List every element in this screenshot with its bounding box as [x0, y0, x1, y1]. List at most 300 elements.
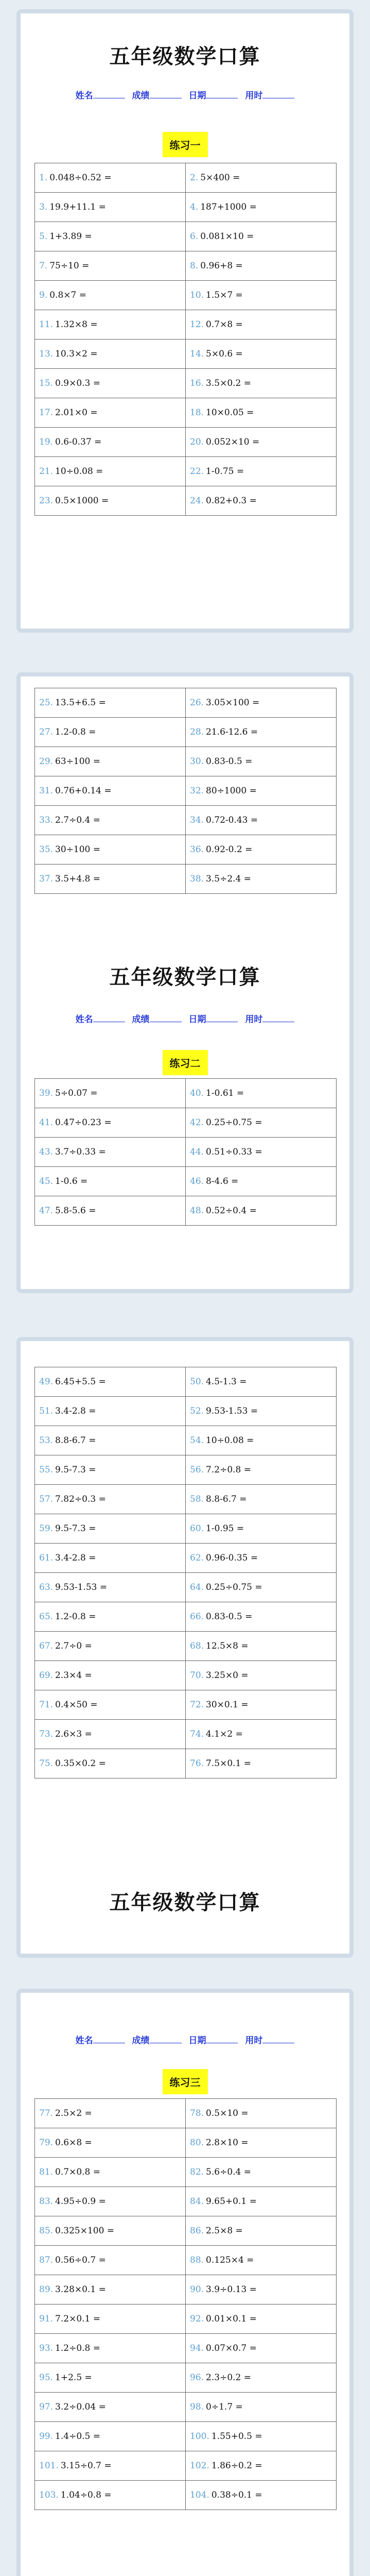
problem-cell[interactable] — [35, 2422, 186, 2451]
problem-cell[interactable] — [186, 1108, 337, 1138]
problem-number: 4. — [190, 202, 199, 212]
problem-expression: 12.5×8 = — [206, 1641, 249, 1651]
problem-expression: 3.5×0.2 = — [206, 378, 252, 388]
problem-expression: 9.5-7.3 = — [55, 1523, 96, 1534]
problem-number: 45. — [39, 1176, 54, 1187]
problem-cell[interactable] — [35, 2481, 186, 2510]
table-row — [35, 1426, 337, 1455]
problem-number: 14. — [190, 349, 204, 359]
problem-expression: 0.6-0.37 = — [55, 437, 102, 447]
problem-cell[interactable] — [35, 688, 186, 718]
table-row — [35, 2451, 337, 2481]
problem-cell[interactable] — [35, 865, 186, 894]
problem-expression: 7.5×0.1 = — [206, 1758, 252, 1769]
problem-expression: 0.9×0.3 = — [55, 378, 101, 388]
table-row — [35, 163, 337, 193]
problem-number: 9. — [39, 290, 48, 300]
score-blank[interactable] — [150, 91, 182, 98]
table-row — [35, 1661, 337, 1690]
problem-cell[interactable] — [186, 2128, 337, 2158]
problem-number: 102. — [190, 2461, 209, 2471]
date-blank[interactable] — [206, 1014, 238, 1022]
problem-expression: 0.96+8 = — [200, 261, 243, 271]
problem-expression: 63÷100 = — [55, 756, 101, 767]
table-row — [35, 2158, 337, 2187]
table-row — [35, 1455, 337, 1485]
problem-expression: 5×0.6 = — [206, 349, 243, 359]
table-row — [35, 1138, 337, 1167]
problem-number: 7. — [39, 261, 48, 271]
problem-table — [34, 163, 337, 516]
problem-expression: 0.5×1000 = — [55, 496, 109, 506]
problem-cell[interactable] — [35, 2158, 186, 2187]
problem-cell[interactable] — [35, 2216, 186, 2246]
problem-cell[interactable] — [35, 1455, 186, 1485]
problem-expression: 187+1000 = — [200, 202, 257, 212]
problem-number: 98. — [190, 2402, 204, 2412]
problem-cell[interactable] — [186, 2304, 337, 2334]
table-row — [35, 2393, 337, 2422]
problem-number: 22. — [190, 466, 204, 477]
problem-number: 2. — [190, 173, 199, 183]
problem-expression: 30÷100 = — [55, 844, 101, 855]
problem-number: 82. — [190, 2167, 204, 2177]
problem-cell[interactable] — [186, 340, 337, 369]
problem-cell[interactable] — [186, 688, 337, 718]
problem-number: 36. — [190, 844, 204, 855]
problem-cell[interactable] — [35, 2451, 186, 2481]
table-row — [35, 310, 337, 340]
problem-cell[interactable] — [35, 1138, 186, 1167]
problem-cell[interactable] — [35, 835, 186, 865]
problem-number: 6. — [190, 231, 199, 242]
problem-cell[interactable] — [35, 2393, 186, 2422]
problem-expression: 9.53-1.53 = — [206, 1406, 258, 1416]
problem-number: 70. — [190, 1670, 204, 1681]
table-row — [35, 688, 337, 718]
problem-expression: 2.7÷0 = — [55, 1641, 92, 1651]
problem-number: 81. — [39, 2167, 54, 2177]
problem-cell[interactable] — [35, 398, 186, 428]
problem-expression: 0.7×0.8 = — [55, 2167, 101, 2177]
problem-cell[interactable] — [35, 340, 186, 369]
problem-cell[interactable] — [35, 1196, 186, 1226]
problem-number: 26. — [190, 698, 204, 708]
page-title: 五年级数学口算 — [109, 965, 261, 989]
problem-cell[interactable] — [35, 2304, 186, 2334]
problem-number: 71. — [39, 1700, 54, 1710]
problem-cell[interactable] — [35, 310, 186, 340]
table-row — [35, 865, 337, 894]
table-row — [35, 1167, 337, 1196]
problem-number: 73. — [39, 1729, 54, 1739]
problem-number: 58. — [190, 1494, 204, 1504]
problem-number: 89. — [39, 2284, 54, 2295]
score-blank[interactable] — [150, 1014, 182, 1022]
table-row — [35, 1367, 337, 1397]
problem-cell[interactable] — [186, 2393, 337, 2422]
problem-cell[interactable] — [186, 193, 337, 222]
problem-cell[interactable] — [35, 2099, 186, 2128]
worksheet-page-1 — [16, 9, 354, 633]
problem-expression: 9.5-7.3 = — [55, 1465, 96, 1475]
problem-cell[interactable] — [186, 310, 337, 340]
problem-cell[interactable] — [186, 1455, 337, 1485]
problem-number: 100. — [190, 2431, 209, 2442]
problem-cell[interactable] — [35, 2187, 186, 2216]
table-row — [35, 1196, 337, 1226]
problem-number: 93. — [39, 2343, 54, 2353]
name-blank[interactable] — [93, 91, 125, 98]
problem-number: 78. — [190, 2108, 204, 2119]
table-row — [35, 835, 337, 865]
problem-expression: 3.15÷0.7 = — [60, 2461, 112, 2471]
problem-cell[interactable] — [35, 1749, 186, 1778]
problem-cell[interactable] — [186, 1720, 337, 1749]
name-blank[interactable] — [93, 2036, 125, 2043]
problem-cell[interactable] — [35, 2128, 186, 2158]
problem-cell[interactable] — [35, 1632, 186, 1661]
problem-cell[interactable] — [35, 2363, 186, 2393]
table-row — [35, 1108, 337, 1138]
problem-number: 35. — [39, 844, 54, 855]
problem-number: 32. — [190, 786, 204, 796]
student-info-line — [21, 1012, 349, 1025]
problem-cell[interactable] — [186, 2099, 337, 2128]
problem-number: 20. — [190, 437, 204, 447]
problem-expression: 10×0.05 = — [206, 408, 254, 418]
problem-number: 57. — [39, 1494, 54, 1504]
problem-cell[interactable] — [186, 2246, 337, 2275]
problem-cell[interactable] — [186, 1749, 337, 1778]
table-row — [35, 2422, 337, 2451]
problem-number: 34. — [190, 815, 204, 825]
problem-cell[interactable] — [35, 1514, 186, 1544]
problem-number: 39. — [39, 1088, 54, 1098]
problem-expression: 0.6×8 = — [55, 2138, 92, 2148]
time-blank[interactable] — [262, 91, 294, 98]
problem-cell[interactable] — [186, 1426, 337, 1455]
problem-table — [34, 1367, 337, 1778]
table-row — [35, 1720, 337, 1749]
problem-cell[interactable] — [186, 1602, 337, 1632]
problem-expression: 21.6-12.6 = — [206, 727, 258, 737]
problem-number: 97. — [39, 2402, 54, 2412]
problem-cell[interactable] — [186, 1138, 337, 1167]
table-row — [35, 281, 337, 310]
problem-expression: 6.45+5.5 = — [55, 1377, 106, 1387]
problem-cell[interactable] — [35, 806, 186, 835]
problem-expression: 10÷0.08 = — [55, 466, 103, 477]
problem-cell[interactable] — [186, 2451, 337, 2481]
problem-number: 63. — [39, 1582, 54, 1592]
problem-cell[interactable] — [35, 1367, 186, 1397]
problem-cell[interactable] — [186, 1167, 337, 1196]
problem-number: 59. — [39, 1523, 54, 1534]
problem-number: 66. — [190, 1612, 204, 1622]
problem-cell[interactable] — [35, 222, 186, 251]
problem-expression: 2.5×2 = — [55, 2108, 92, 2119]
table-row — [35, 1514, 337, 1544]
problem-number: 86. — [190, 2226, 204, 2236]
problem-expression: 13.5+6.5 = — [55, 698, 106, 708]
problem-expression: 0.4×50 = — [55, 1700, 98, 1710]
problem-cell[interactable] — [186, 1397, 337, 1426]
problem-number: 5. — [39, 231, 48, 242]
problem-expression: 1.2-0.8 = — [55, 1612, 96, 1622]
problem-cell[interactable] — [186, 2481, 337, 2510]
problem-number: 8. — [190, 261, 199, 271]
problem-number: 54. — [190, 1435, 204, 1446]
problem-cell[interactable] — [186, 1079, 337, 1108]
problem-number: 42. — [190, 1117, 204, 1128]
problem-cell[interactable] — [35, 1544, 186, 1573]
problem-expression: 0.125×4 = — [206, 2255, 254, 2265]
problem-cell[interactable] — [35, 193, 186, 222]
problem-cell[interactable] — [186, 1690, 337, 1720]
problem-number: 40. — [190, 1088, 204, 1098]
name-blank[interactable] — [93, 1014, 125, 1022]
problem-expression: 0.5×10 = — [206, 2108, 249, 2119]
problem-expression: 1.04÷0.8 = — [60, 2490, 112, 2500]
worksheet-page-3 — [16, 1337, 354, 1958]
problem-expression: 5.6÷0.4 = — [206, 2167, 252, 2177]
student-info-line — [21, 2033, 349, 2046]
table-row — [35, 457, 337, 486]
name-label: 姓名 — [75, 1014, 93, 1025]
table-row — [35, 486, 337, 516]
date-label: 日期 — [188, 1014, 206, 1025]
problem-cell[interactable] — [186, 865, 337, 894]
problem-cell[interactable] — [186, 2158, 337, 2187]
name-label: 姓名 — [75, 2036, 93, 2046]
problem-cell[interactable] — [186, 2422, 337, 2451]
problem-number: 91. — [39, 2314, 54, 2324]
time-label: 用时 — [245, 1014, 263, 1025]
problem-number: 23. — [39, 496, 54, 506]
problem-cell[interactable] — [186, 163, 337, 193]
problem-number: 41. — [39, 1117, 54, 1128]
date-label: 日期 — [188, 91, 206, 101]
problem-cell[interactable] — [186, 398, 337, 428]
problem-cell[interactable] — [35, 281, 186, 310]
problem-cell[interactable] — [186, 2216, 337, 2246]
problem-cell[interactable] — [35, 2246, 186, 2275]
problem-number: 12. — [190, 319, 204, 330]
problem-cell[interactable] — [35, 776, 186, 806]
problem-number: 65. — [39, 1612, 54, 1622]
problem-cell[interactable] — [186, 1544, 337, 1573]
problem-number: 43. — [39, 1147, 54, 1157]
problem-number: 50. — [190, 1377, 204, 1387]
problem-number: 87. — [39, 2255, 54, 2265]
problem-expression: 7.2×0.1 = — [55, 2314, 101, 2324]
table-row — [35, 2099, 337, 2128]
table-row — [35, 776, 337, 806]
problem-cell[interactable] — [186, 1573, 337, 1602]
problem-cell[interactable] — [35, 251, 186, 281]
problem-cell[interactable] — [186, 1367, 337, 1397]
problem-cell[interactable] — [186, 747, 337, 776]
problem-cell[interactable] — [35, 457, 186, 486]
problem-expression: 3.28×0.1 = — [55, 2284, 106, 2295]
problem-expression: 1.4÷0.5 = — [55, 2431, 101, 2442]
table-row — [35, 369, 337, 398]
problem-expression: 3.05×100 = — [206, 698, 260, 708]
problem-cell[interactable] — [186, 369, 337, 398]
name-label: 姓名 — [75, 91, 93, 101]
problem-cell[interactable] — [186, 251, 337, 281]
problem-cell[interactable] — [35, 428, 186, 457]
problem-cell[interactable] — [186, 1632, 337, 1661]
problem-cell[interactable] — [186, 486, 337, 516]
problem-number: 99. — [39, 2431, 54, 2442]
problem-cell[interactable] — [186, 1196, 337, 1226]
problem-expression: 0.01×0.1 = — [206, 2314, 257, 2324]
problem-cell[interactable] — [186, 718, 337, 747]
problem-number: 104. — [190, 2490, 209, 2500]
date-blank[interactable] — [206, 91, 238, 98]
problem-number: 84. — [190, 2196, 204, 2207]
problem-cell[interactable] — [35, 1167, 186, 1196]
problem-cell[interactable] — [35, 1573, 186, 1602]
problem-expression: 0÷1.7 = — [206, 2402, 243, 2412]
problem-cell[interactable] — [35, 1485, 186, 1514]
problem-cell[interactable] — [186, 222, 337, 251]
problem-cell[interactable] — [35, 1690, 186, 1720]
problem-expression: 0.8×7 = — [49, 290, 86, 300]
problem-cell[interactable] — [186, 428, 337, 457]
problem-number: 77. — [39, 2108, 54, 2119]
problem-cell[interactable] — [35, 718, 186, 747]
problem-cell[interactable] — [186, 457, 337, 486]
problem-number: 96. — [190, 2372, 204, 2383]
problem-cell[interactable] — [186, 806, 337, 835]
problem-expression: 1-0.95 = — [206, 1523, 244, 1534]
problem-cell[interactable] — [35, 163, 186, 193]
page-title: 五年级数学口算 — [109, 1891, 261, 1914]
table-row — [35, 2363, 337, 2393]
problem-table — [34, 2098, 337, 2510]
score-blank[interactable] — [150, 2036, 182, 2043]
problem-cell[interactable] — [35, 486, 186, 516]
problem-cell[interactable] — [35, 1661, 186, 1690]
problem-expression: 2.8×10 = — [206, 2138, 249, 2148]
worksheet-page-4 — [16, 1989, 354, 2576]
problem-number: 101. — [39, 2461, 59, 2471]
problem-expression: 0.52÷0.4 = — [206, 1206, 257, 1216]
problem-cell[interactable] — [35, 1079, 186, 1108]
problem-expression: 2.6×3 = — [55, 1729, 92, 1739]
problem-number: 76. — [190, 1758, 204, 1769]
table-row — [35, 1749, 337, 1778]
table-row — [35, 1544, 337, 1573]
problem-cell[interactable] — [35, 1108, 186, 1138]
problem-cell[interactable] — [35, 747, 186, 776]
problem-cell[interactable] — [35, 369, 186, 398]
problem-cell[interactable] — [35, 1602, 186, 1632]
problem-cell[interactable] — [186, 281, 337, 310]
problem-expression: 8.8-6.7 = — [55, 1435, 96, 1446]
table-row — [35, 193, 337, 222]
problem-cell[interactable] — [186, 2334, 337, 2363]
problem-expression: 7.82÷0.3 = — [55, 1494, 106, 1504]
problem-expression: 1.2÷0.8 = — [55, 2343, 101, 2353]
date-blank[interactable] — [206, 2036, 238, 2043]
problem-table — [34, 688, 337, 894]
problem-number: 1. — [39, 173, 48, 183]
problem-cell[interactable] — [186, 2275, 337, 2304]
problem-cell[interactable] — [35, 1720, 186, 1749]
problem-expression: 0.47÷0.23 = — [55, 1117, 112, 1128]
section-label: 练习二 — [163, 1050, 208, 1075]
table-row — [35, 1602, 337, 1632]
problem-cell[interactable] — [35, 2334, 186, 2363]
problem-number: 69. — [39, 1670, 54, 1681]
problem-number: 62. — [190, 1553, 204, 1563]
problem-expression: 3.25×0 = — [206, 1670, 249, 1681]
table-row — [35, 718, 337, 747]
problem-cell[interactable] — [186, 2187, 337, 2216]
problem-number: 79. — [39, 2138, 54, 2148]
problem-cell[interactable] — [186, 2363, 337, 2393]
table-row — [35, 428, 337, 457]
problem-expression: 3.5+4.8 = — [55, 874, 101, 884]
problem-expression: 3.4-2.8 = — [55, 1406, 96, 1416]
section-label: 练习一 — [163, 132, 208, 157]
problem-expression: 2.3×4 = — [55, 1670, 92, 1681]
problem-expression: 4.5-1.3 = — [206, 1377, 247, 1387]
problem-cell[interactable] — [186, 835, 337, 865]
problem-expression: 0.82+0.3 = — [206, 496, 257, 506]
problem-number: 18. — [190, 408, 204, 418]
problem-cell[interactable] — [186, 1661, 337, 1690]
problem-expression: 0.76+0.14 = — [55, 786, 112, 796]
problem-expression: 80÷1000 = — [206, 786, 257, 796]
problem-number: 74. — [190, 1729, 204, 1739]
problem-number: 75. — [39, 1758, 54, 1769]
problem-cell[interactable] — [35, 2275, 186, 2304]
problem-number: 11. — [39, 319, 54, 330]
problem-cell[interactable] — [35, 1426, 186, 1455]
problem-number: 44. — [190, 1147, 204, 1157]
problem-number: 13. — [39, 349, 54, 359]
problem-expression: 30×0.1 = — [206, 1700, 249, 1710]
problem-number: 64. — [190, 1582, 204, 1592]
problem-expression: 0.96-0.35 = — [206, 1553, 258, 1563]
problem-number: 49. — [39, 1377, 54, 1387]
problem-number: 60. — [190, 1523, 204, 1534]
problem-number: 103. — [39, 2490, 59, 2500]
problem-expression: 10÷0.08 = — [206, 1435, 254, 1446]
problem-expression: 8-4.6 = — [206, 1176, 239, 1187]
problem-expression: 1.32×8 = — [55, 319, 98, 330]
table-row — [35, 251, 337, 281]
problem-number: 24. — [190, 496, 204, 506]
problem-cell[interactable] — [186, 776, 337, 806]
problem-expression: 4.95÷0.9 = — [55, 2196, 106, 2207]
time-blank[interactable] — [262, 2036, 294, 2043]
problem-cell[interactable] — [35, 1397, 186, 1426]
problem-expression: 1-0.61 = — [206, 1088, 244, 1098]
time-blank[interactable] — [262, 1014, 294, 1022]
problem-cell[interactable] — [186, 1514, 337, 1544]
problem-expression: 1-0.6 = — [55, 1176, 88, 1187]
problem-expression: 8.8-6.7 = — [206, 1494, 247, 1504]
problem-expression: 2.3÷0.2 = — [206, 2372, 252, 2383]
score-label: 成绩 — [132, 1014, 150, 1025]
problem-cell[interactable] — [186, 1485, 337, 1514]
